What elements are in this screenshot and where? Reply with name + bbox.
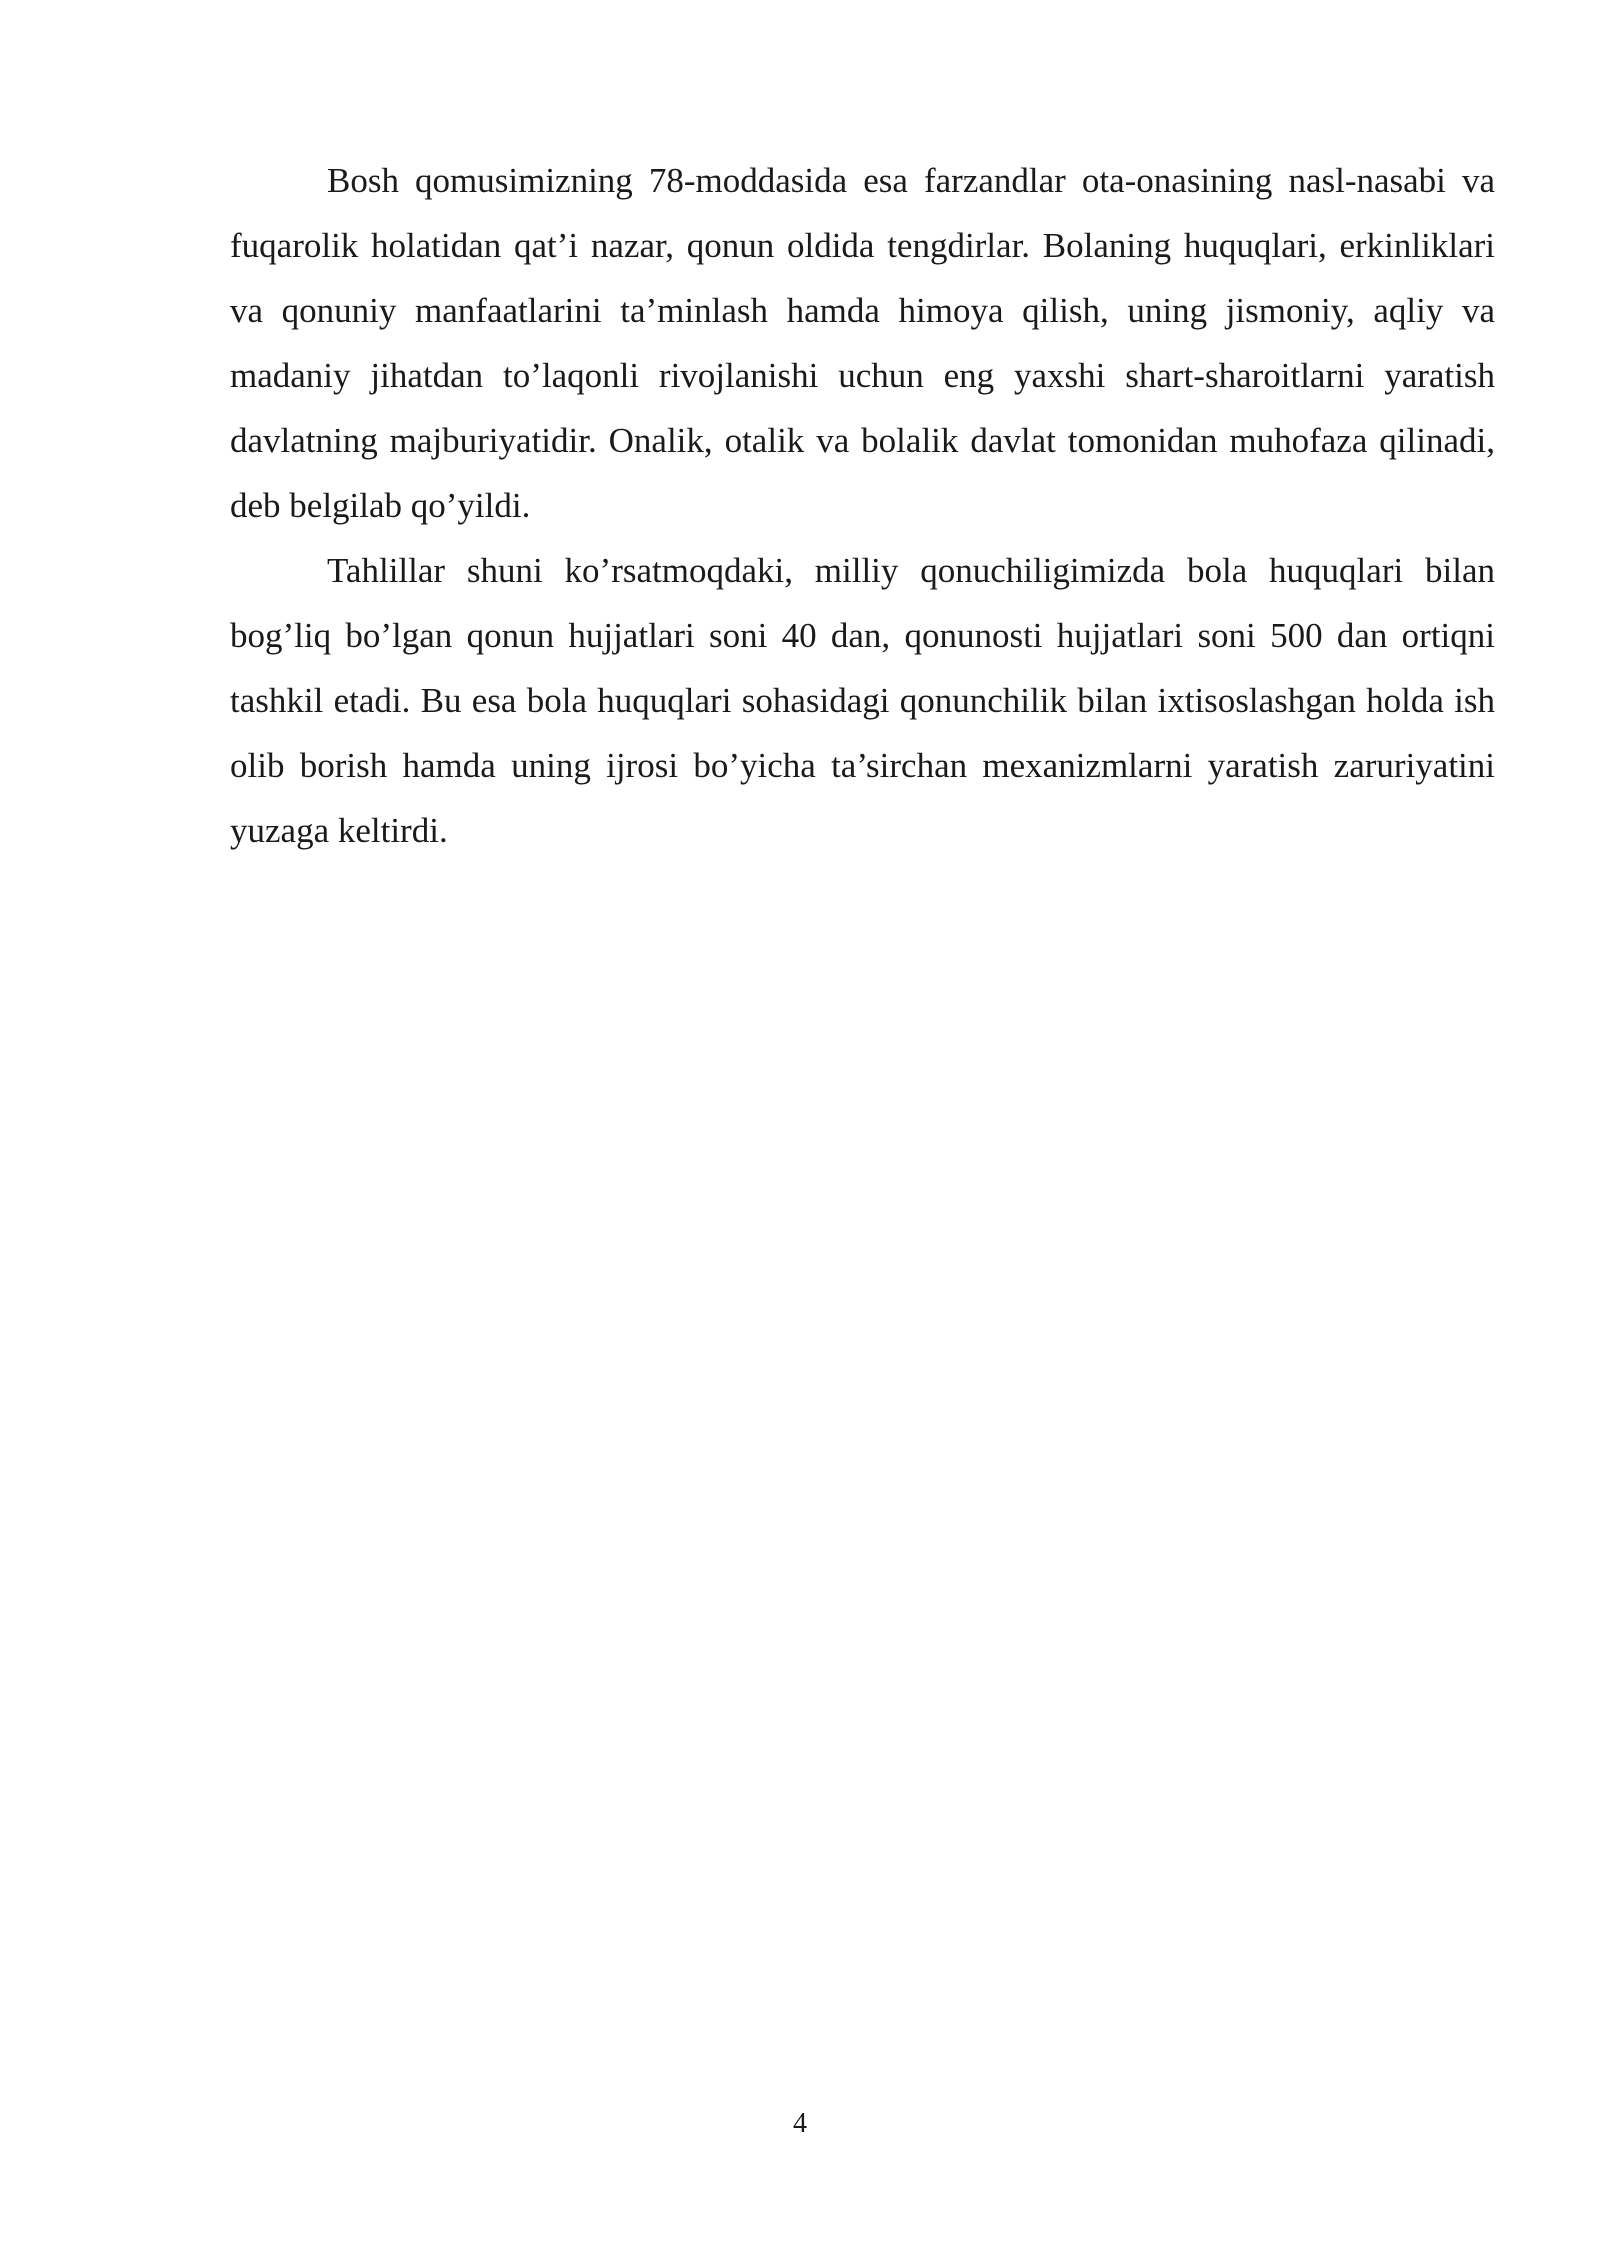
page-number: 4 — [793, 2108, 807, 2139]
text-body — [230, 148, 1495, 863]
paragraph-1: Bosh qomusimizning 78-moddasida esa farzandlar ota-onasining nasl-nasabi va fuqarolik holatidan qat’i nazar, qonun oldida tengdirlar. Bolaning huquqlari, erkinliklari va qonuniy manfaatlarini ta’minlash hamda himoya qilish, uning jismoniy, aqliy va madaniy jihatdan to’laqonli rivojlanishi uchun eng yaxshi shart-sharoitlarni yaratish davlatning majburiyatidir. Onalik, otalik va bolalik davlat tomonidan muhofaza qilinadi, deb belgilab qo’yildi. — [230, 161, 1495, 525]
paragraph-2: Tahlillar shuni ko’rsatmoqdaki, milliy qonuchiligimizda bola huquqlari bilan bog’liq bo’lgan qonun hujjatlari soni 40 dan, qonunosti hujjatlari soni 500 dan ortiqni tashkil etadi. Bu esa bola huquqlari sohasidagi qonunchilik bilan ixtisoslashgan holda ish olib borish hamda uning ijrosi bo’yicha ta’sirchan mexanizmlarni yaratish zaruriyatini yuzaga keltirdi. — [230, 551, 1495, 850]
